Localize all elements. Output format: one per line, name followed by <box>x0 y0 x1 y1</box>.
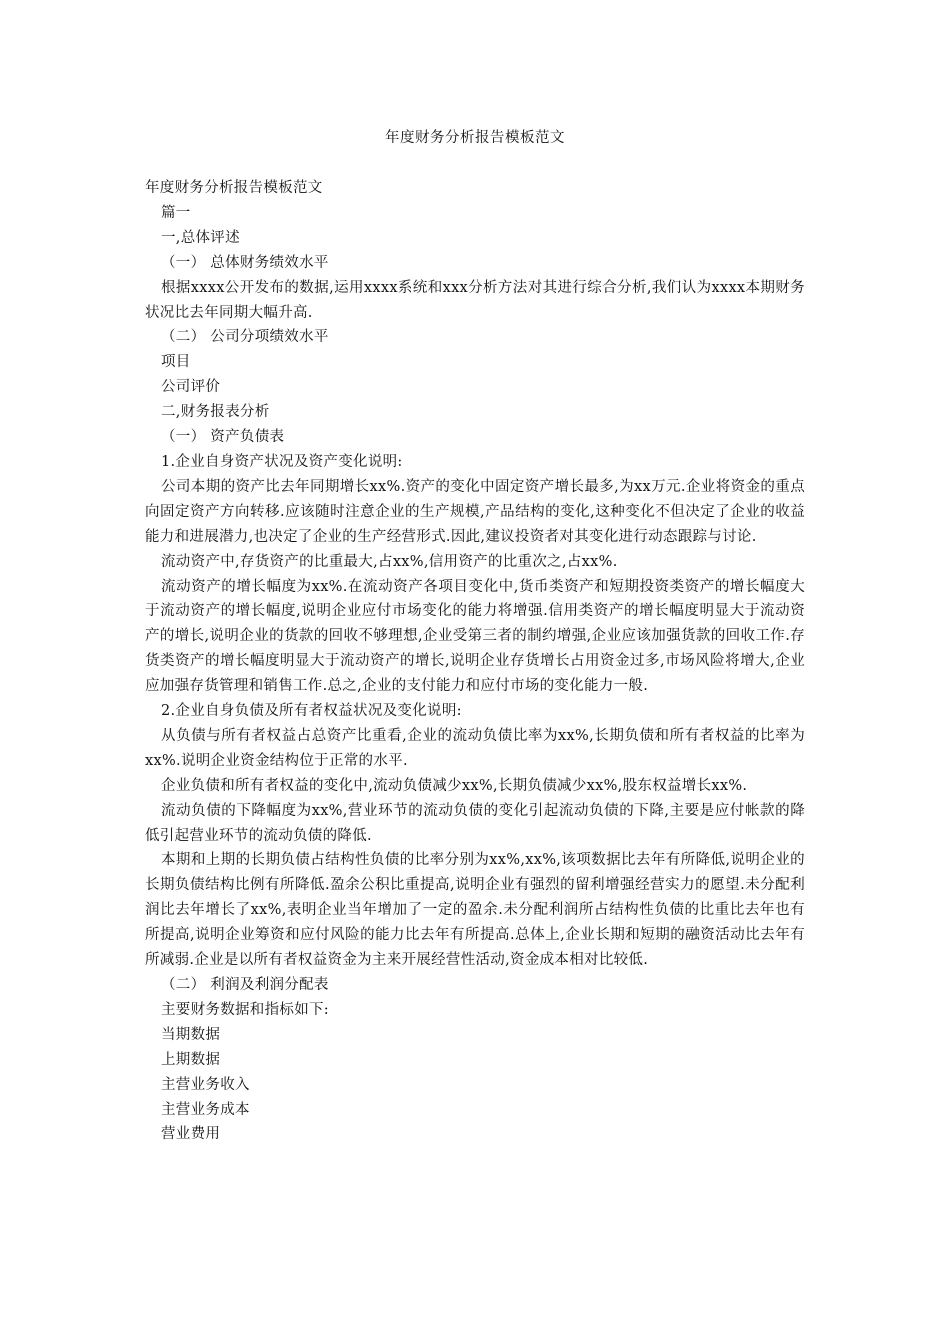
paragraph: 当期数据 <box>161 1026 221 1043</box>
paragraph: 公司评价 <box>161 379 221 396</box>
paragraph: 企业负债和所有者权益的变化中,流动负债减少xx%,长期负债减少xx%,股东权益增长xx%. <box>161 777 748 794</box>
paragraph: 篇一 <box>161 204 191 221</box>
paragraph: 主要财务数据和指标如下: <box>161 1001 329 1018</box>
paragraph: 上期数据 <box>161 1051 221 1068</box>
paragraph: 1.企业自身资产状况及资产变化说明: <box>161 453 403 470</box>
paragraph: 根据xxxx公开发布的数据,运用xxxx系统和xxx分析方法对其进行综合分析,我们认为xxxx本期财务状况比去年同期大幅升高. <box>145 279 805 321</box>
paragraph: （一） 总体财务绩效水平 <box>161 254 329 271</box>
paragraph: （二） 公司分项绩效水平 <box>161 329 329 346</box>
document-body <box>145 176 805 1147</box>
paragraph: 本期和上期的长期负债占结构性负债的比率分别为xx%,xx%,该项数据比去年有所降低,说明企业的长期负债结构比例有所降低.盈余公积比重提高,说明企业有强烈的留利增强经营实力的愿望.未分配利润比去年增长了xx%,表明企业当年增加了一定的盈余.未分配利润所占结构性负债的比重比去年也有所提高,说明企业筹资和应付风险的能力比去年有所提高.总体上,企业长期和短期的融资活动比去年有所减弱.企业是以所有者权益资金为主来开展经营性活动,资金成本相对比较低. <box>145 852 805 969</box>
paragraph: （二） 利润及利润分配表 <box>161 977 329 993</box>
document-title: 年度财务分析报告模板范文 <box>385 130 565 146</box>
paragraph: 二,财务报表分析 <box>161 404 270 421</box>
paragraph: 流动资产中,存货资产的比重最大,占xx%,信用资产的比重次之,占xx%. <box>161 553 618 570</box>
paragraph: 2.企业自身负债及所有者权益状况及变化说明: <box>161 703 462 720</box>
paragraph: 流动负债的下降幅度为xx%,营业环节的流动负债的变化引起流动负债的下降,主要是应付帐款的降低引起营业环节的流动负债的降低. <box>145 802 805 844</box>
paragraph: 主营业务成本 <box>161 1101 250 1118</box>
paragraph: 项目 <box>161 354 191 371</box>
paragraph: 流动资产的增长幅度为xx%.在流动资产各项目变化中,货币类资产和短期投资类资产的增长幅度大于流动资产的增长幅度,说明企业应付市场变化的能力将增强.信用类资产的增长幅度明显大于流动资产的增长,说明企业的货款的回收不够理想,企业受第三者的制约增强,企业应该加强货款的回收工作.存货类资产的增长幅度明显大于流动资产的增长,说明企业存货增长占用资金过多,市场风险将增大,企业应加强存货管理和销售工作.总之,企业的支付能力和应付市场的变化能力一般. <box>145 578 805 695</box>
paragraph: （一） 资产负债表 <box>161 429 285 446</box>
paragraph: 主营业务收入 <box>161 1076 250 1093</box>
document-heading: 年度财务分析报告模板范文 <box>145 180 323 196</box>
paragraph: 从负债与所有者权益占总资产比重看,企业的流动负债比率为xx%,长期负债和所有者权益的比率为xx%.说明企业资金结构位于正常的水平. <box>145 727 805 769</box>
paragraph: 一,总体评述 <box>161 229 240 246</box>
paragraph: 公司本期的资产比去年同期增长xx%.资产的变化中固定资产增长最多,为xx万元.企业将资金的重点向固定资产方向转移.应该随时注意企业的生产规模,产品结构的变化,这种变化不但决定了企业的收益能力和进展潜力,也决定了企业的生产经营形式.因此,建议投资者对其变化进行动态跟踪与讨论. <box>145 478 805 545</box>
paragraph: 营业费用 <box>161 1126 221 1143</box>
